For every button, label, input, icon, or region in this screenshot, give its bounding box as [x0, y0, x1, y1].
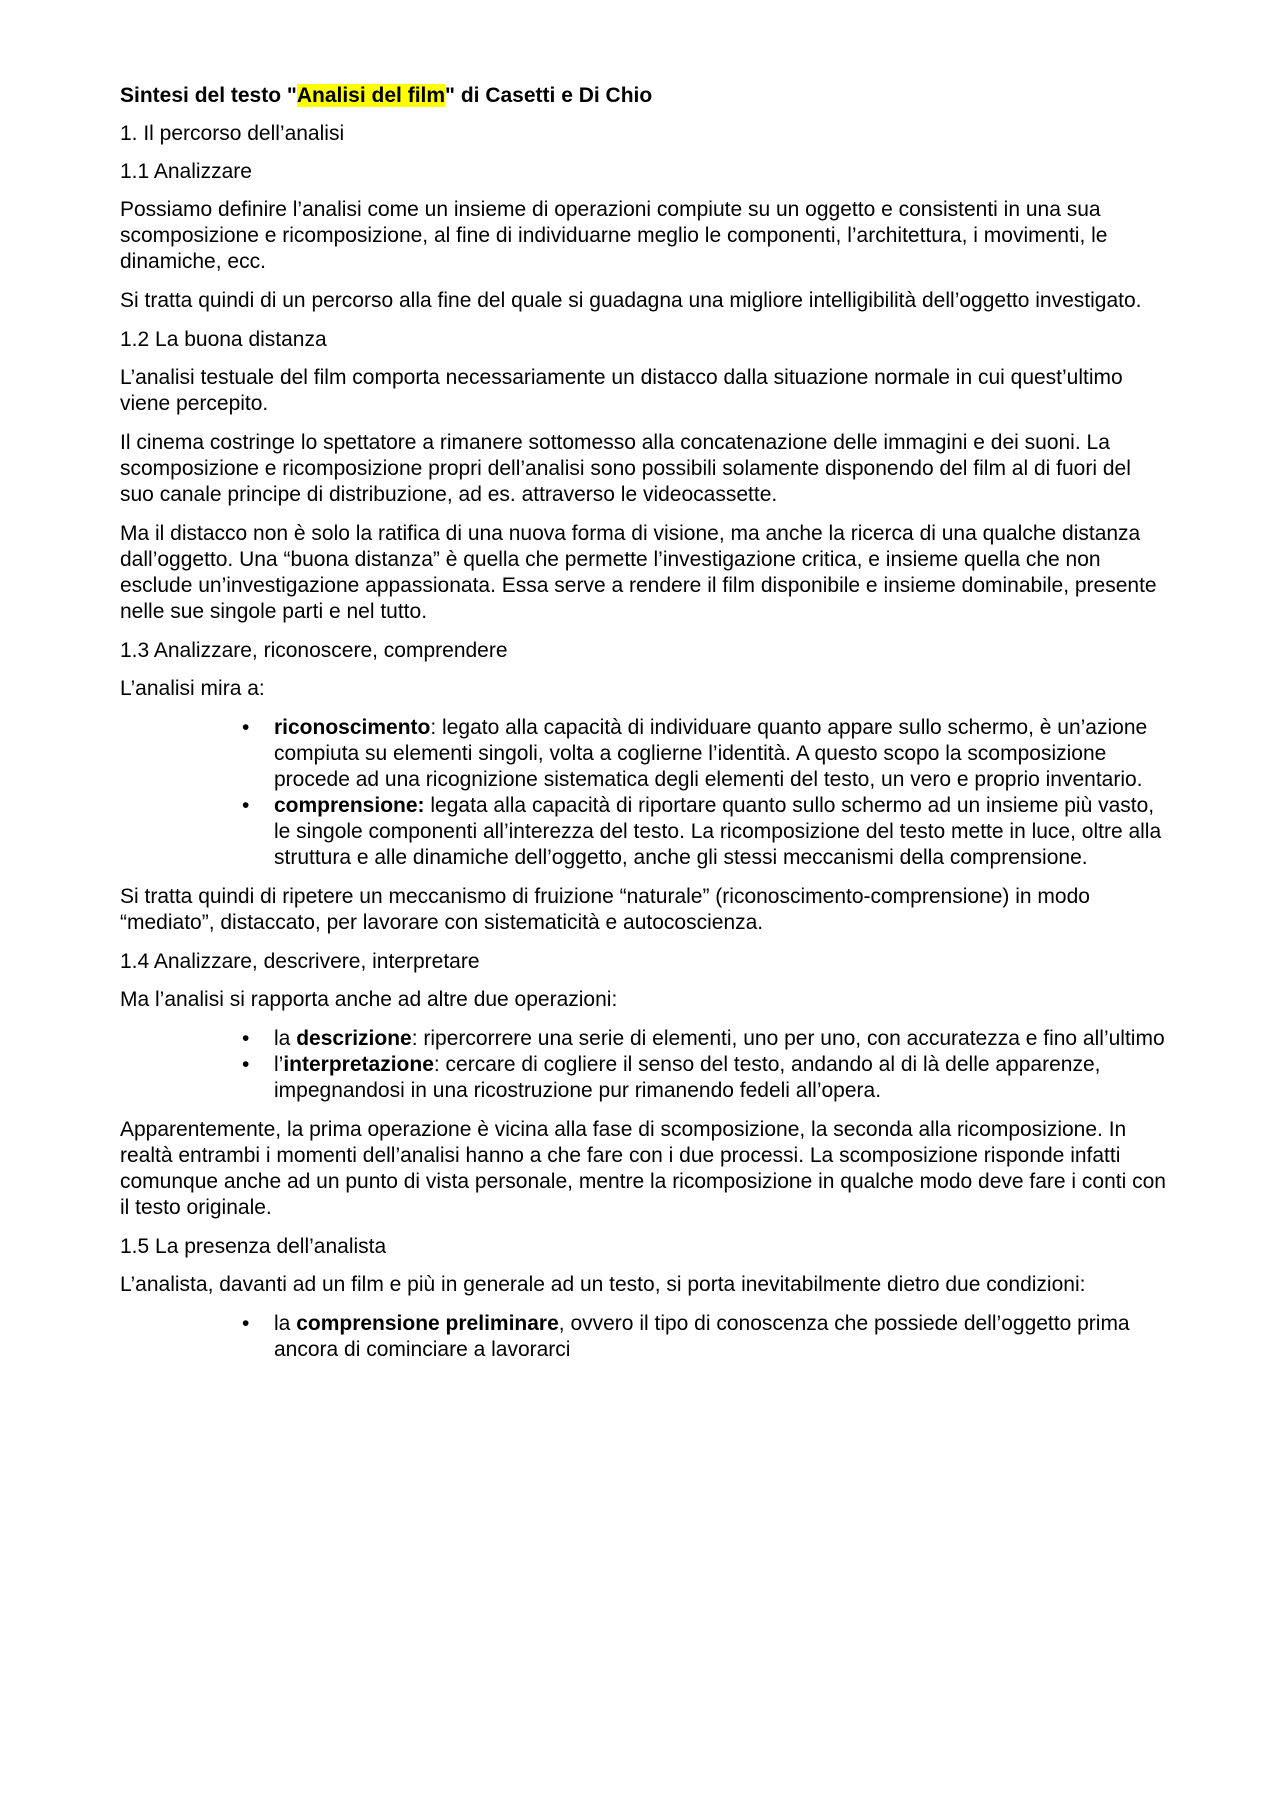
section-1-heading: 1. Il percorso dell’analisi: [120, 122, 345, 145]
bullet-term: interpretazione: [283, 1053, 434, 1076]
bullet-text: : ripercorrere una serie di elementi, uno per uno, con accuratezza e fino all’ultimo: [411, 1027, 1165, 1050]
section-1-4-outro: Apparentemente, la prima operazione è vicina alla fase di scomposizione, la seconda alla ricomposizione. In realtà entrambi i momenti dell’analisi hanno a che fare con i due processi. La scomposizione risponde infatti comunque anche ad un punto di vista personale, mentre la ricomposizione in qualche modo deve fare i conti con il testo originale.: [120, 1118, 1166, 1219]
section-1-4-heading: 1.4 Analizzare, descrivere, interpretare: [120, 950, 480, 973]
bullet-prefix: l’: [274, 1053, 284, 1076]
bullet-icon: •: [242, 716, 250, 739]
bullet-prefix: la: [274, 1312, 297, 1335]
section-1-5-heading: 1.5 La presenza dell’analista: [120, 1235, 387, 1258]
document-page: [120, 83, 1170, 1376]
section-1-2-paragraph-1: L’analisi testuale del film comporta necessariamente un distacco dalla situazione normale in cui quest’ultimo viene percepito.: [120, 366, 1123, 415]
bullet-icon: •: [242, 1312, 250, 1335]
title-prefix: Sintesi del testo ": [120, 84, 297, 107]
section-1-1-heading: 1.1 Analizzare: [120, 160, 252, 183]
section-1-1-paragraph-2: Si tratta quindi di un percorso alla fine del quale si guadagna una migliore intelligibilità dell’oggetto investigato.: [120, 289, 1142, 312]
bullet-prefix: la: [274, 1027, 297, 1050]
section-1-5-intro: L’analista, davanti ad un film e più in generale ad un testo, si porta inevitabilmente dietro due condizioni:: [120, 1273, 1086, 1296]
section-1-3-outro: Si tratta quindi di ripetere un meccanismo di fruizione “naturale” (riconoscimento-comprensione) in modo “mediato”, distaccato, per lavorare con sistematicità e autocoscienza.: [120, 885, 1090, 934]
section-1-2-paragraph-2: Il cinema costringe lo spettatore a rimanere sottomesso alla concatenazione delle immagini e dei suoni. La scomposizione e ricomposizione propri dell’analisi sono possibili solamente disponendo del film al di fuori del suo canale principe di distribuzione, ad es. attraverso le videocassette.: [120, 431, 1131, 506]
bullet-icon: •: [242, 794, 250, 817]
section-1-1-paragraph-1: Possiamo definire l’analisi come un insieme di operazioni compiute su un oggetto e consistenti in una sua scomposizione e ricomposizione, al fine di individuarne meglio le componenti, l’architettura, i movimenti, le dinamiche, ecc.: [120, 198, 1108, 273]
bullet-text: , ovvero il tipo di conoscenza che possiede dell’oggetto prima ancora di cominciare a lavorarci: [274, 1312, 1130, 1361]
section-1-3-intro: L’analisi mira a:: [120, 677, 265, 700]
bullet-icon: •: [242, 1027, 250, 1050]
bullet-text: legata alla capacità di riportare quanto sullo schermo ad un insieme più vasto, le singole componenti all’interezza del testo. La ricomposizione del testo mette in luce, oltre alla struttura e alle dinamiche dell’oggetto, anche gli stessi meccanismi della comprensione.: [274, 794, 1162, 869]
bullet-text: : legato alla capacità di individuare quanto appare sullo schermo, è un’azione compiuta su elementi singoli, volta a coglierne l’identità. A questo scopo la scomposizione procede ad una ricognizione sistematica degli elementi del testo, un vero e proprio inventario.: [274, 716, 1148, 791]
list-item: [242, 1026, 1170, 1052]
section-1-4-bullet-list: [120, 1026, 1170, 1104]
document-title: [120, 83, 1170, 109]
list-item: [242, 715, 1170, 793]
section-1-3-bullet-list: [120, 715, 1170, 871]
title-suffix: " di Casetti e Di Chio: [445, 84, 653, 107]
bullet-term: comprensione preliminare: [296, 1312, 559, 1335]
list-item: [242, 793, 1170, 871]
section-1-4-intro: Ma l’analisi si rapporta anche ad altre due operazioni:: [120, 988, 618, 1011]
section-1-5-bullet-list: [120, 1311, 1170, 1363]
section-1-2-paragraph-3: Ma il distacco non è solo la ratifica di una nuova forma di visione, ma anche la ricerca di una qualche distanza dall’oggetto. Una “buona distanza” è quella che permette l’investigazione critica, e insieme quella che non esclude un’investigazione appassionata. Essa serve a rendere il film disponibile e insieme dominabile, presente nelle sue singole parti e nel tutto.: [120, 522, 1157, 623]
list-item: [242, 1052, 1170, 1104]
bullet-term: comprensione:: [274, 794, 425, 817]
title-highlight: Analisi del film: [296, 84, 446, 107]
bullet-icon: •: [242, 1053, 250, 1076]
bullet-term: riconoscimento: [274, 716, 431, 739]
bullet-text: : cercare di cogliere il senso del testo, andando al di là delle apparenze, impegnandosi in una ricostruzione pur rimanendo fedeli all’opera.: [274, 1053, 1101, 1102]
section-1-2-heading: 1.2 La buona distanza: [120, 328, 327, 351]
list-item: [242, 1311, 1170, 1363]
section-1-3-heading: 1.3 Analizzare, riconoscere, comprendere: [120, 639, 508, 662]
bullet-term: descrizione: [296, 1027, 412, 1050]
